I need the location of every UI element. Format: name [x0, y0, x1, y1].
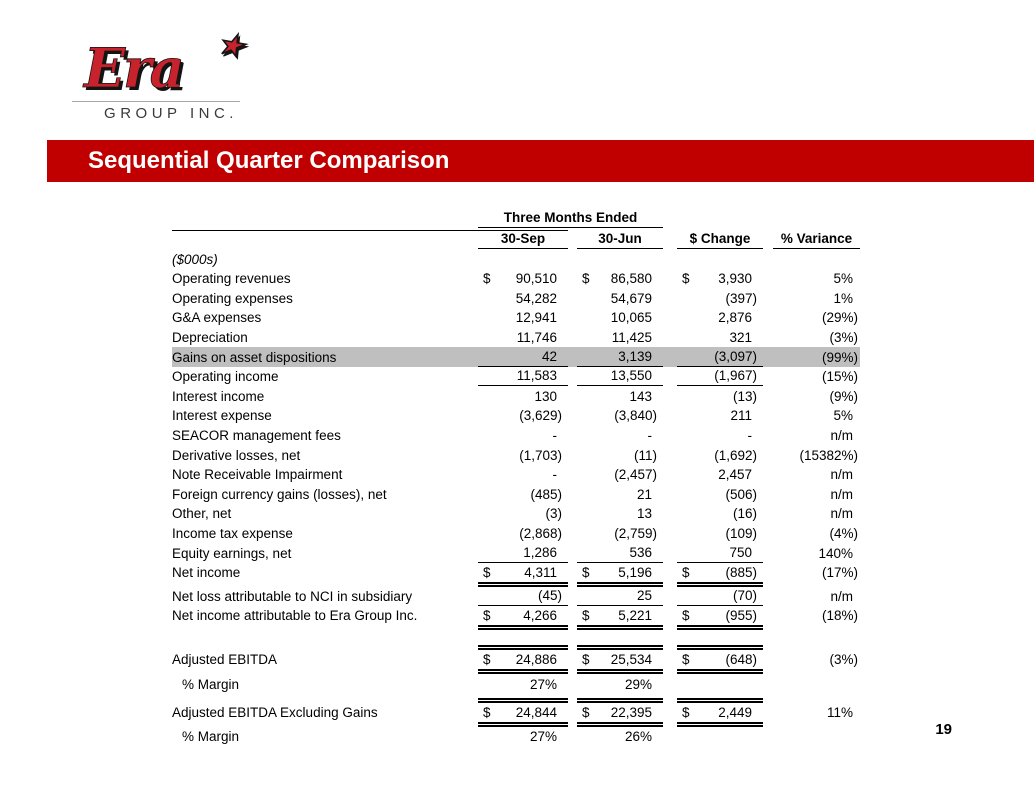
cell-var: n/m	[830, 589, 853, 605]
era-logo-wordmark	[72, 25, 247, 100]
row-label: Income tax expense	[172, 525, 293, 541]
cell-jun: -	[647, 427, 652, 443]
column-header-percent-variance: % Variance	[773, 231, 860, 249]
dollar-sign: $	[582, 564, 590, 580]
row-label: G&A expenses	[172, 310, 262, 326]
cell-sep	[478, 698, 568, 727]
cell-var: (15382%)	[799, 447, 858, 463]
table-body	[172, 249, 860, 746]
table-row	[172, 347, 860, 367]
table-row	[172, 587, 860, 607]
cell-chg	[677, 606, 763, 630]
cell-var: (17%)	[821, 564, 858, 580]
cell-jun: 13,550	[577, 367, 663, 387]
cell-jun: 10,065	[610, 310, 652, 326]
dollar-sign: $	[483, 652, 491, 668]
cell-value: 3,930	[718, 271, 752, 287]
table-row	[172, 465, 860, 485]
cell-sep: (1,703)	[519, 447, 562, 463]
row-label: Operating revenues	[172, 271, 291, 287]
cell-sep	[478, 645, 568, 674]
cell-sep: (2,868)	[519, 525, 562, 541]
cell-value: 22,395	[610, 704, 652, 720]
table-row	[172, 674, 860, 694]
dollar-sign: $	[682, 271, 690, 287]
column-header-30-sep: 30-Sep	[478, 231, 568, 249]
table-row	[172, 288, 860, 308]
table-row	[172, 406, 860, 426]
cell-var: (3%)	[829, 652, 858, 668]
cell-jun: 3,139	[577, 347, 663, 367]
column-header-dollar-change: $ Change	[677, 231, 763, 249]
cell-var: (9%)	[829, 388, 858, 404]
cell-chg: 2,876	[718, 310, 752, 326]
dollar-sign: $	[483, 704, 491, 720]
cell-sep: 11,583	[478, 367, 568, 387]
cell-var: n/m	[830, 506, 853, 522]
cell-value: 5,196	[618, 564, 652, 580]
cell-var: (18%)	[821, 608, 858, 624]
cell-sep: (3,629)	[519, 408, 562, 424]
star-icon: ★	[214, 25, 247, 66]
table-row	[172, 367, 860, 387]
table-row	[172, 563, 860, 587]
row-label: Adjusted EBITDA Excluding Gains	[172, 704, 378, 720]
row-label: Interest income	[172, 388, 265, 404]
cell-var: 5%	[833, 271, 853, 287]
cell-jun	[577, 606, 663, 630]
dollar-sign: $	[483, 271, 491, 287]
cell-sep: 130	[534, 388, 557, 404]
cell-jun	[577, 645, 663, 674]
column-header-30-jun: 30-Jun	[577, 231, 663, 249]
row-label: ($000s)	[172, 251, 218, 267]
cell-jun: (2,457)	[614, 467, 657, 483]
slide-title-banner	[47, 140, 1034, 182]
dollar-sign: $	[682, 564, 690, 580]
group-header-three-months-ended: Three Months Ended	[478, 207, 663, 228]
era-logo-text: Era	[84, 36, 183, 100]
cell-jun: 54,679	[610, 290, 652, 306]
dollar-sign: $	[682, 652, 690, 668]
row-label: Gains on asset dispositions	[172, 349, 337, 365]
cell-chg: (1,692)	[714, 447, 757, 463]
cell-sep	[478, 269, 568, 289]
cell-sep: -	[552, 467, 557, 483]
cell-sep: (45)	[478, 587, 568, 607]
cell-sep: (485)	[530, 486, 562, 502]
table-row	[172, 645, 860, 674]
cell-chg: 321	[729, 329, 752, 345]
cell-value: 24,886	[515, 652, 557, 668]
cell-jun: 25	[577, 587, 663, 607]
row-label: SEACOR management fees	[172, 427, 341, 443]
cell-var: n/m	[830, 486, 853, 502]
row-label: Equity earnings, net	[172, 545, 292, 561]
cell-var: 5%	[833, 408, 853, 424]
cell-sep: 27%	[529, 729, 557, 745]
cell-chg	[677, 563, 763, 587]
cell-jun	[577, 698, 663, 727]
table-column-header-row	[172, 228, 860, 249]
cell-jun: (3,840)	[614, 408, 657, 424]
row-label: Derivative losses, net	[172, 447, 301, 463]
cell-chg	[677, 698, 763, 727]
table-row	[172, 523, 860, 543]
row-label: % Margin	[182, 729, 240, 745]
table-row	[172, 698, 860, 727]
row-label: Net income	[172, 564, 241, 580]
cell-jun: 29%	[624, 676, 652, 692]
cell-sep: 12,941	[515, 310, 557, 326]
cell-chg: 2,457	[718, 467, 752, 483]
cell-sep: (3)	[545, 506, 562, 522]
cell-value: 4,311	[524, 564, 557, 580]
cell-sep: 42	[478, 347, 568, 367]
page-number: 19	[935, 721, 952, 738]
cell-jun: (11)	[633, 447, 657, 463]
slide-title: Sequential Quarter Comparison	[88, 147, 450, 174]
cell-chg: (16)	[732, 506, 757, 522]
table-row	[172, 606, 860, 630]
cell-jun: 13	[636, 506, 652, 522]
table-row	[172, 543, 860, 563]
cell-chg: 211	[730, 408, 752, 424]
cell-chg	[677, 645, 763, 674]
cell-jun: 143	[629, 388, 652, 404]
cell-value: 5,221	[618, 608, 652, 624]
cell-value: 25,534	[610, 652, 652, 668]
cell-chg: (3,097)	[677, 347, 763, 367]
era-logo-subtitle: GROUP INC.	[104, 104, 238, 122]
cell-jun: 536	[577, 543, 663, 563]
cell-sep	[478, 606, 568, 630]
table-row	[172, 269, 860, 289]
row-label: Net loss attributable to NCI in subsidiary	[172, 589, 413, 605]
row-label: Adjusted EBITDA	[172, 652, 278, 668]
table-row	[172, 308, 860, 328]
cell-jun: 21	[636, 486, 652, 502]
cell-var: n/m	[830, 467, 853, 483]
dollar-sign: $	[582, 652, 590, 668]
row-label: Net income attributable to Era Group Inc.	[172, 608, 418, 624]
row-label: Note Receivable Impairment	[172, 467, 343, 483]
cell-jun	[577, 563, 663, 587]
cell-jun	[577, 269, 663, 289]
row-label: Depreciation	[172, 329, 248, 345]
table-row	[172, 484, 860, 504]
era-logo	[72, 25, 247, 122]
financial-table	[172, 207, 860, 746]
cell-var: (3%)	[829, 329, 858, 345]
cell-var: (15%)	[821, 369, 858, 385]
cell-chg: (1,967)	[677, 367, 763, 387]
row-label: Operating income	[172, 369, 279, 385]
cell-jun: 26%	[624, 729, 652, 745]
cell-sep	[478, 563, 568, 587]
cell-chg	[677, 269, 763, 289]
cell-sep: 27%	[529, 676, 557, 692]
cell-var: (99%)	[821, 349, 858, 365]
cell-chg: (506)	[725, 486, 757, 502]
cell-chg: -	[747, 427, 752, 443]
dollar-sign: $	[682, 608, 690, 624]
cell-chg: (70)	[677, 587, 763, 607]
cell-value: (648)	[725, 652, 757, 668]
cell-value: 90,510	[515, 271, 557, 287]
cell-value: (885)	[725, 564, 757, 580]
cell-chg: (397)	[725, 290, 757, 306]
table-row	[172, 249, 860, 269]
cell-jun: (2,759)	[614, 525, 657, 541]
cell-sep: 11,746	[516, 329, 557, 345]
cell-var: (29%)	[821, 310, 858, 326]
row-label: % Margin	[182, 676, 240, 692]
cell-jun: 11,425	[611, 329, 652, 345]
row-label: Foreign currency gains (losses), net	[172, 486, 387, 502]
cell-value: 4,266	[523, 608, 557, 624]
table-row	[172, 504, 860, 524]
cell-var: 140%	[818, 545, 853, 561]
cell-chg: (109)	[725, 525, 757, 541]
dollar-sign: $	[483, 608, 491, 624]
table-row	[172, 727, 860, 747]
table-row	[172, 386, 860, 406]
cell-sep: -	[552, 427, 557, 443]
dollar-sign: $	[582, 608, 590, 624]
table-row	[172, 327, 860, 347]
logo-divider	[72, 101, 240, 102]
cell-value: 24,844	[515, 704, 557, 720]
cell-value: 86,580	[610, 271, 652, 287]
cell-var: 11%	[826, 704, 853, 720]
table-group-header-row	[172, 207, 860, 228]
dollar-sign: $	[483, 564, 491, 580]
cell-value: 2,449	[718, 704, 752, 720]
cell-var: n/m	[830, 427, 853, 443]
dollar-sign: $	[582, 271, 590, 287]
dollar-sign: $	[582, 704, 590, 720]
cell-sep: 1,286	[478, 543, 568, 563]
row-label: Operating expenses	[172, 290, 293, 306]
table-row	[172, 425, 860, 445]
cell-var: (4%)	[829, 525, 858, 541]
cell-chg: 750	[677, 543, 763, 563]
cell-var: 1%	[833, 290, 853, 306]
row-label: Other, net	[172, 506, 232, 522]
cell-chg: (13)	[732, 388, 757, 404]
table-row	[172, 445, 860, 465]
cell-sep: 54,282	[515, 290, 557, 306]
cell-value: (955)	[725, 608, 757, 624]
row-label: Interest expense	[172, 408, 272, 424]
dollar-sign: $	[682, 704, 690, 720]
